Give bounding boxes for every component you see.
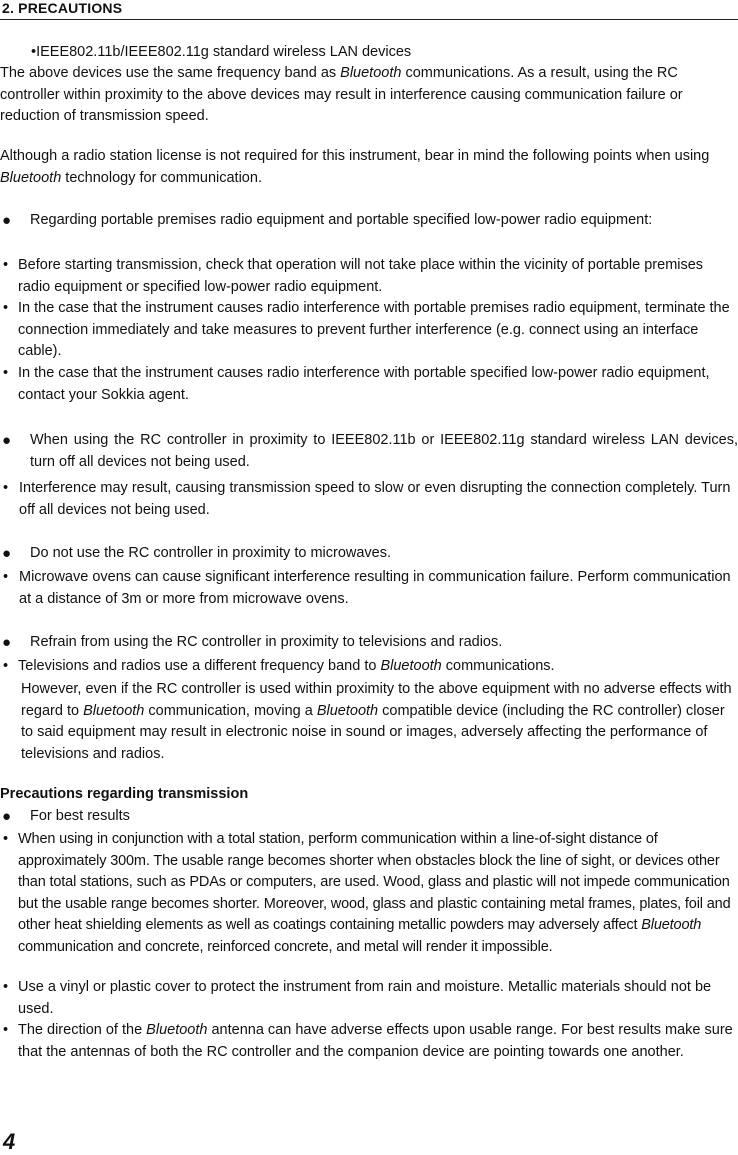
bullet-dot-icon: • — [3, 1022, 9, 1038]
bullet-dot-icon: • — [3, 658, 9, 674]
page-number: 4 — [3, 1129, 16, 1154]
bullet-dot-icon: • — [3, 979, 9, 995]
bullet-dot-icon: • — [3, 257, 9, 273]
bullet-dot-icon: • — [3, 480, 9, 496]
continuation-paragraph: However, even if the RC controller is used within proximity to the above equipment with no adverse effects with regard to Bluetooth communication, moving a Bluetooth compatible device (including the RC controller) closer to said equipment may result in electronic noise in sound or images, adversely affecting the performance of televisions and radios. — [21, 681, 732, 762]
bullet-icon: ● — [2, 212, 12, 229]
section-title: 2. PRECAUTIONS — [2, 0, 123, 16]
bullet-icon: ● — [2, 432, 12, 449]
paragraph-license: Although a radio station license is not required for this instrument, bear in mind the following points when using Bluetooth technology for communication. — [0, 148, 710, 186]
subsection-title: Precautions regarding transmission — [0, 786, 249, 802]
device-list-item: •IEEE802.11b/IEEE802.11g standard wireless LAN devices — [31, 44, 412, 60]
bullet-dot-icon: • — [3, 569, 9, 585]
bullet-dot-icon: • — [3, 365, 9, 381]
bullet-dot-icon: • — [3, 831, 9, 847]
paragraph-interference: The above devices use the same frequency band as Bluetooth communications. As a result, using the RC controller within proximity to the above devices may result in interference causing communication failure or reduction of transmission speed. — [0, 65, 683, 124]
bullet-icon: ● — [2, 808, 12, 825]
bullet-icon: ● — [2, 545, 12, 562]
bullet-dot-icon: • — [3, 300, 9, 316]
bullet-icon: ● — [2, 634, 12, 651]
section-header — [0, 0, 738, 20]
